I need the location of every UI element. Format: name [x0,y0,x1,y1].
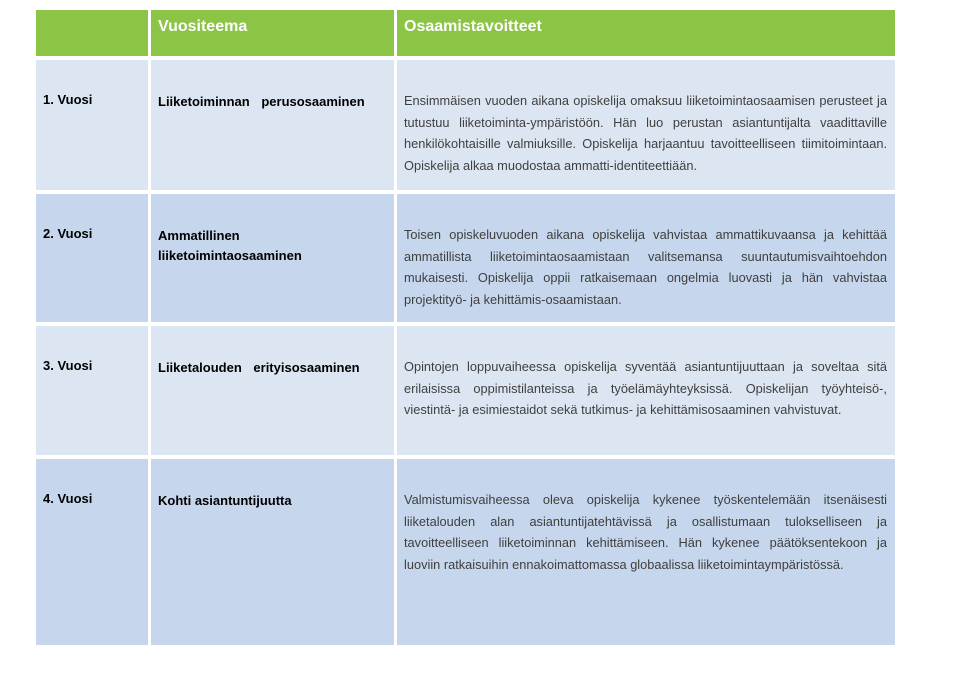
header-cell-vuositeema: Vuositeema [151,10,394,56]
header-cell-osaamistavoitteet: Osaamistavoitteet [397,10,895,56]
table-row [36,60,895,190]
goals-cell: Opintojen loppuvaiheessa opiskelija syventää asiantuntijuuttaan ja soveltaa sitä erilaisissa oppimistilanteissa ja työelämäyhteyksissä. Opiskelijan työyhteisö-, viestintä- ja esimiestaidot sekä tutkimus- ja kehittämisosaaminen vahvistuvat. [397,326,895,455]
goals-cell: Valmistumisvaiheessa oleva opiskelija kykenee työskentelemään itsenäisesti liiketalouden alan asiantuntijatehtävissä ja osallistumaan tulokselliseen ja tavoitteelliseen liiketoiminnan kehittämiseen. Hän kykenee päätöksentekoon ja luoviin ratkaisuihin ennakoimattomassa globaalissa liiketoimintaympäristössä. [397,459,895,645]
year-cell: 3. Vuosi [36,326,148,455]
table-header-row [36,10,895,56]
theme-cell: Ammatillinen liiketoimintaosaaminen [151,194,394,322]
theme-cell: Liiketalouden erityisosaaminen [151,326,394,455]
table-row [36,326,895,455]
year-cell: 2. Vuosi [36,194,148,322]
goals-cell: Ensimmäisen vuoden aikana opiskelija omaksuu liiketoimintaosaamisen perusteet ja tutustuu liiketoiminta-ympäristöön. Hän luo perustan asiantuntijalta vaadittaville henkilökohtaisille valmiuksille. Opiskelija harjaantuu tavoitteelliseen tiimitoimintaan. Opiskelija alkaa muodostaa ammatti-identiteettiään. [397,60,895,190]
theme-cell: Kohti asiantuntijuutta [151,459,394,645]
table-row [36,459,895,645]
theme-cell: Liiketoiminnan perusosaaminen [151,60,394,190]
year-cell: 1. Vuosi [36,60,148,190]
table-row [36,194,895,322]
curriculum-table [36,10,895,649]
header-corner-cell [36,10,148,56]
year-cell: 4. Vuosi [36,459,148,645]
goals-cell: Toisen opiskeluvuoden aikana opiskelija vahvistaa ammattikuvaansa ja kehittää ammatillista liiketoimintaosaamistaan valitsemansa suuntautumisvaihtoehdon mukaisesti. Opiskelija oppii ratkaisemaan ongelmia luovasti ja hän vahvistaa projektityö- ja kehittämis-osaamistaan. [397,194,895,322]
